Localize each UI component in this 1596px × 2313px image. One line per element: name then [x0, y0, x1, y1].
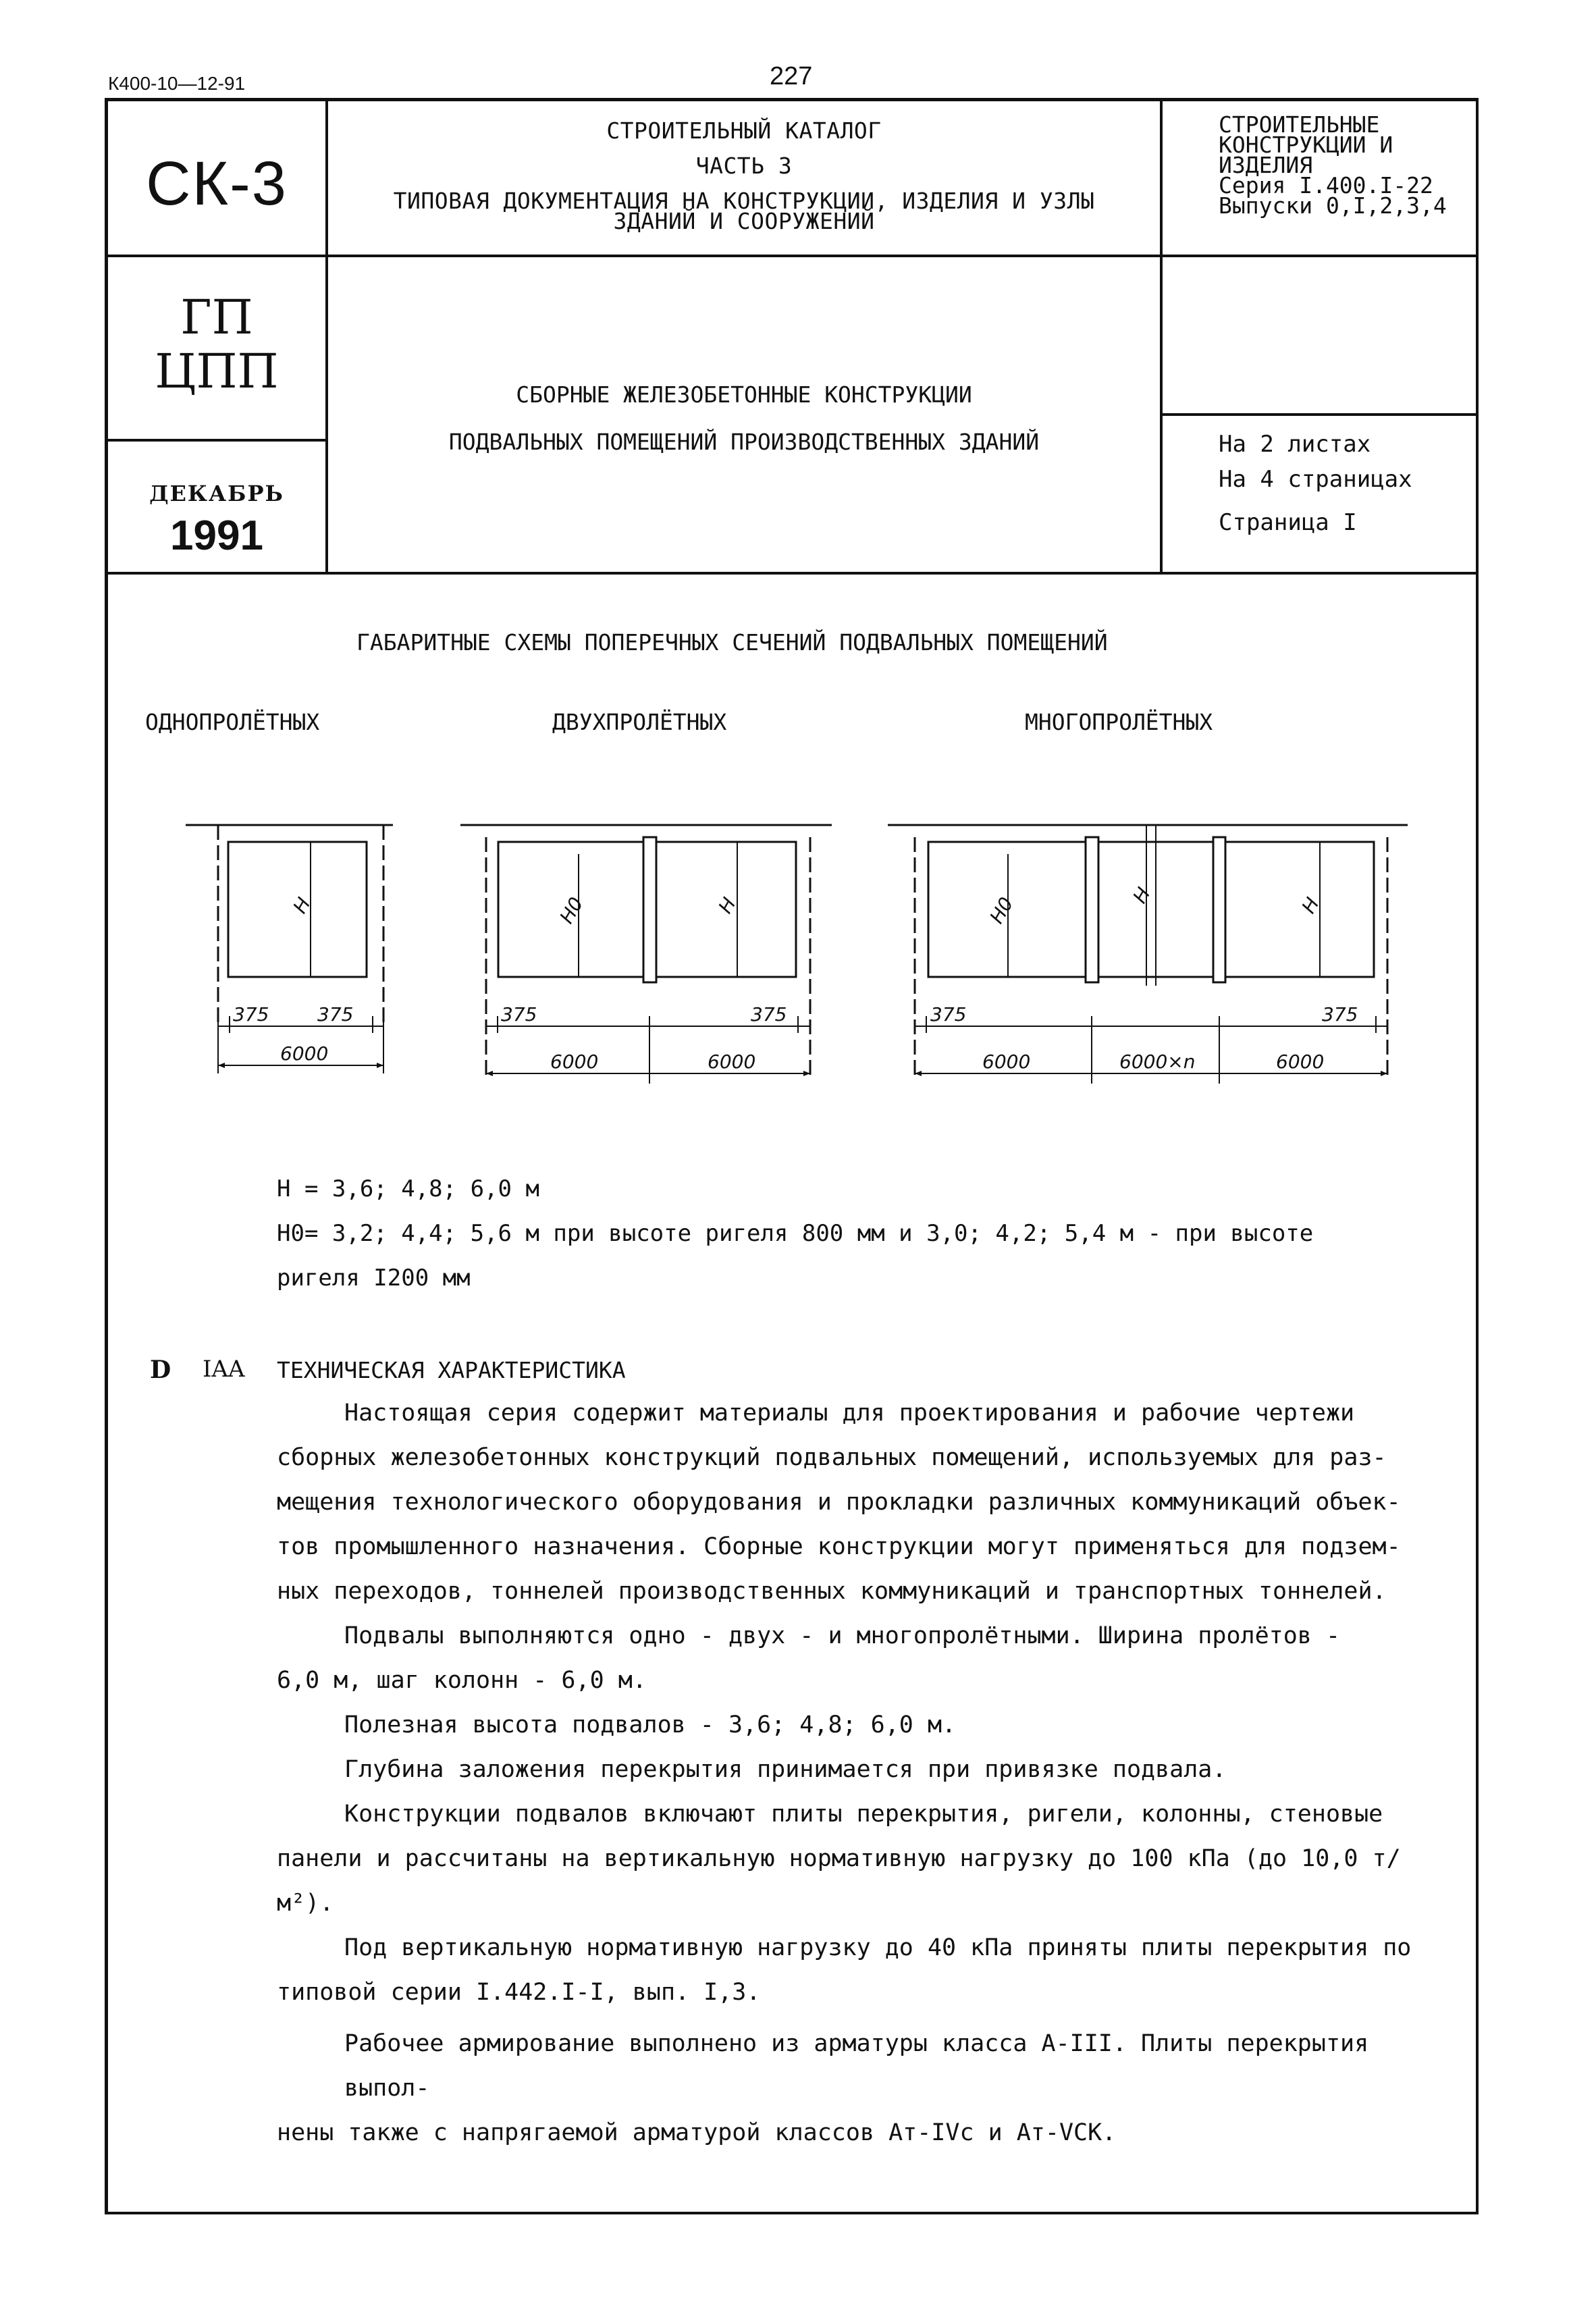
p4: Глубина заложения перекрытия принимается при привязке подвала. [344, 1756, 1227, 1783]
catalog-line-2: ЧАСТЬ 3 [695, 153, 793, 179]
sheets-count: На 2 листах [1219, 431, 1371, 458]
single-dim-375-left: 375 [233, 1003, 269, 1026]
doc-title-line-1: СБОРНЫЕ ЖЕЛЕЗОБЕТОННЫЕ КОНСТРУКЦИИ [516, 381, 972, 408]
caption-multi-span: МНОГОПРОЛЁТНЫХ [1025, 709, 1213, 735]
multi-column-1 [1086, 837, 1098, 982]
p1-line-5: ных переходов, тоннелей производственных коммуникаций и транспортных тоннелей. [277, 1578, 1387, 1605]
catalog-line-3: ТИПОВАЯ ДОКУМЕНТАЦИЯ НА КОНСТРУКЦИИ, ИЗДЕЛИЯ И УЗЛЫ [393, 188, 1095, 214]
frame-bottom [105, 2212, 1479, 2214]
two-dim-6000-left: 6000 [550, 1051, 599, 1073]
caption-single-span: ОДНОПРОЛЁТНЫХ [145, 709, 320, 735]
tech-heading: ТЕХНИЧЕСКАЯ ХАРАКТЕРИСТИКА [277, 1357, 626, 1383]
p7-line-2: нены также с напрягаемой арматурой классов Ат-IVс и Ат-VСК. [277, 2119, 1117, 2146]
section-line-2: КОНСТРУКЦИИ И [1219, 132, 1393, 158]
height-h: H = 3,6; 4,8; 6,0 м [277, 1175, 539, 1202]
heights-block [277, 1167, 1313, 1300]
p1-line-4: тов промышленного назначения. Сборные конструкции могут применяться для подзем- [277, 1533, 1401, 1560]
multi-dim-375-left: 375 [930, 1003, 967, 1026]
p5-line-2: панели и рассчитаны на вертикальную нормативную нагрузку до 100 кПа (до 10,0 т/м²). [277, 1845, 1401, 1917]
two-dim-375-left: 375 [501, 1003, 537, 1026]
multi-span-box-3 [1225, 842, 1374, 977]
multi-dim-375-right: 375 [1322, 1003, 1358, 1026]
cross-section-schemes [0, 0, 1596, 1148]
section-line-1: СТРОИТЕЛЬНЫЕ [1219, 111, 1380, 138]
org-line-2: ЦПП [155, 344, 279, 399]
p5-line-1: Конструкции подвалов включают плиты перекрытия, ригели, колонны, стеновые [344, 1801, 1383, 1828]
multi-column-2 [1213, 837, 1225, 982]
multi-dim-6000-left: 6000 [982, 1051, 1031, 1073]
height-h0-cont: ригеля I200 мм [277, 1265, 471, 1292]
p6-line-2: типовой серии I.442.I-I, вып. I,3. [277, 1979, 761, 2006]
height-h0: H0= 3,2; 4,4; 5,6 м при высоте ригеля 800 мм и 3,0; 4,2; 5,4 м - при высоте [277, 1220, 1314, 1247]
p1-line-2: сборных железобетонных конструкций подвальных помещений, используемых для раз- [277, 1444, 1387, 1471]
pages-count: На 4 страницах [1219, 466, 1412, 493]
multi-dim-6000n: 6000×n [1119, 1051, 1196, 1073]
p6-line-1: Под вертикальную нормативную нагрузку до 40 кПа приняты плиты перекрытия по [344, 1934, 1412, 1961]
series-mark: СК-3 [146, 149, 288, 218]
single-dim-6000: 6000 [280, 1042, 329, 1065]
p1-line-3: мещения технологического оборудования и прокладки различных коммуникаций объек- [277, 1489, 1401, 1516]
multi-dim-6000-right: 6000 [1276, 1051, 1325, 1073]
org-line-1: ГП [180, 290, 253, 345]
two-dim-6000-right: 6000 [708, 1051, 756, 1073]
issue-month: ДЕКАБРЬ [149, 481, 284, 506]
section-line-5: Выпуски 0,I,2,3,4 [1219, 192, 1447, 219]
two-label-h: H [714, 893, 741, 918]
two-column [643, 837, 656, 982]
p3: Полезная высота подвалов - 3,6; 4,8; 6,0 м. [344, 1711, 957, 1738]
section-code: IAA [203, 1356, 245, 1383]
p7-line-1: Рабочее армирование выполнено из арматуры класса А-III. Плиты перекрытия выпол- [344, 2030, 1369, 2102]
single-dim-375-right: 375 [317, 1003, 354, 1026]
section-line-4: Серия I.400.I-22 [1219, 172, 1433, 198]
tech-body [277, 1391, 1452, 2155]
p2-line-2: 6,0 м, шаг колонн - 6,0 м. [277, 1667, 647, 1694]
multi-label-h-right: H [1297, 893, 1324, 918]
multi-label-h-center: H [1128, 883, 1155, 907]
catalog-line-1: СТРОИТЕЛЬНЫЙ КАТАЛОГ [606, 117, 882, 144]
schemes-title: ГАБАРИТНЫЕ СХЕМЫ ПОПЕРЕЧНЫХ СЕЧЕНИЙ ПОДВАЛЬНЫХ ПОМЕЩЕНИЙ [356, 629, 1108, 656]
p1-line-1: Настоящая серия содержит материалы для проектирования и рабочие чертежи [344, 1400, 1355, 1427]
document-code: К400-10—12-91 [108, 73, 246, 94]
two-dim-375-right: 375 [751, 1003, 787, 1026]
page-number: 227 [770, 62, 813, 90]
two-label-h0: H0 [555, 893, 588, 928]
multi-label-h0: H0 [985, 893, 1018, 928]
section-line-3: ИЗДЕЛИЯ [1219, 152, 1313, 178]
current-page: Страница I [1219, 509, 1357, 536]
p2-line-1: Подвалы выполняются одно - двух - и многопролётными. Ширина пролётов - [344, 1622, 1341, 1649]
doc-title-line-2: ПОДВАЛЬНЫХ ПОМЕЩЕНИЙ ПРОИЗВОДСТВЕННЫХ ЗДАНИЙ [448, 429, 1040, 455]
issue-year: 1991 [170, 512, 263, 559]
catalog-line-4: ЗДАНИЙ И СООРУЖЕНИЙ [613, 208, 875, 234]
section-marker: D [150, 1356, 171, 1384]
caption-two-span: ДВУХПРОЛЁТНЫХ [552, 709, 727, 735]
single-label-h: H [288, 893, 315, 918]
